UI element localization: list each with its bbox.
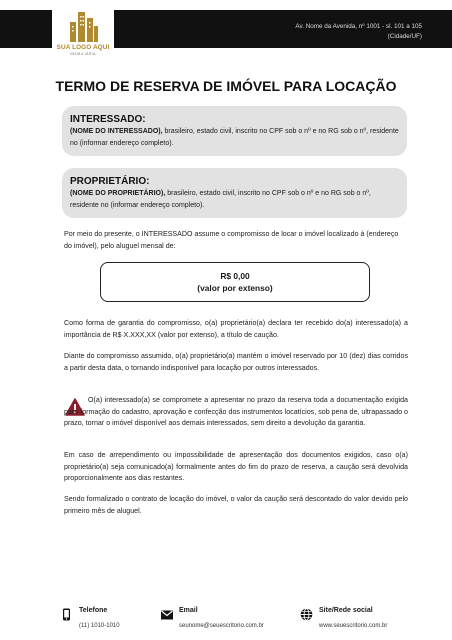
reserva-paragraph: Diante do compromisso assumido, o(a) proprietário(a) mantém o imóvel reservado por 10 (dez) dias corridos a partir desta data, o tornando indisponível para locação por outros interessados.: [64, 352, 408, 372]
proprietario-label: PROPRIETÁRIO:: [70, 176, 150, 187]
footer-email-value[interactable]: seunome@seuescritorio.com.br: [179, 623, 264, 629]
footer-email-label: Email: [179, 607, 198, 614]
address-line-2: (Cidade/UF): [387, 33, 422, 40]
email-icon: [160, 608, 174, 621]
aviso-text: O(a) interessado(a) se compromete a apresentar no prazo da reserva toda a documentação exigida para formação do cadastro, aprovação e confecção dos instrumentos locatícios, sob pena de, ultrapassado o prazo, tornar o imóvel disponível aos demais interessados, sem direito a devolução da garantia.: [64, 396, 408, 427]
interessado-details: brasileiro, estado civil, inscrito no CPF sob o nº e no RG sob o nº, residente no (informar endereço completo).: [70, 128, 399, 147]
building-logo-icon: [66, 8, 100, 44]
arrependimento-paragraph: Em caso de arrependimento ou impossibilidade de apresentação dos documentos exigidos, caso o(a) proprietário(a) seja comunicado(a) formalmente antes do fim do prazo de reserva, a caução será devolvida proporcionalmente aos dias restantes.: [64, 451, 408, 482]
logo-name: SUA LOGO AQUI: [56, 44, 110, 51]
header-address: [295, 22, 422, 42]
phone-icon: [60, 608, 73, 621]
page-header: [0, 0, 452, 68]
proprietario-box: [62, 168, 407, 218]
document-title: TERMO DE RESERVA DE IMÓVEL PARA LOCAÇÃO: [55, 78, 397, 94]
address-line-1: Av. Nome da Avenida, nº 1001 - sl. 101 a 105: [295, 23, 422, 30]
proprietario-name: (NOME DO PROPRIETÁRIO),: [70, 190, 166, 197]
rent-amount: R$ 0,00: [220, 271, 250, 281]
caucao-paragraph: Como forma de garantia do compromisso, o(a) proprietário(a) declara ter recebido do(a) interessado(a) a importância de R$ X.XXX,XX (valor por extenso), a título de caução.: [64, 319, 408, 339]
intro-paragraph: Por meio do presente, o INTERESSADO assume o compromisso de locar o imóvel localizado à (endereço do imóvel), pelo aluguel mensal de:: [64, 230, 399, 250]
footer-site-value[interactable]: www.seuescritorio.com.br: [319, 623, 388, 629]
footer-phone-value: (11) 1010-1010: [79, 623, 120, 629]
footer-site-label: Site/Rede social: [319, 607, 373, 614]
formalizado-paragraph: Sendo formalizado o contrato de locação do imóvel, o valor da caução será descontado do valor devido pelo primeiro mês de aluguel.: [64, 495, 408, 515]
rent-amount-words: (valor por extenso): [197, 283, 273, 293]
page-footer: [0, 598, 452, 640]
interessado-box: [62, 106, 407, 156]
proprietario-text: [70, 188, 399, 212]
interessado-text: [70, 126, 399, 150]
logo-subtitle: IMOBILIÁRIA: [70, 52, 96, 56]
footer-phone-label: Telefone: [79, 607, 108, 614]
logo: [52, 6, 114, 66]
interessado-name: (NOME DO INTERESSADO),: [70, 128, 163, 135]
aviso-paragraph: [64, 395, 408, 430]
globe-icon: [300, 608, 313, 621]
interessado-label: INTERESSADO:: [70, 114, 146, 125]
rent-value-box: [100, 262, 370, 302]
proprietario-details: brasileiro, estado civil, inscrito no CPF sob o nº e no RG sob o nº, residente no (informar endereço completo).: [70, 190, 371, 209]
